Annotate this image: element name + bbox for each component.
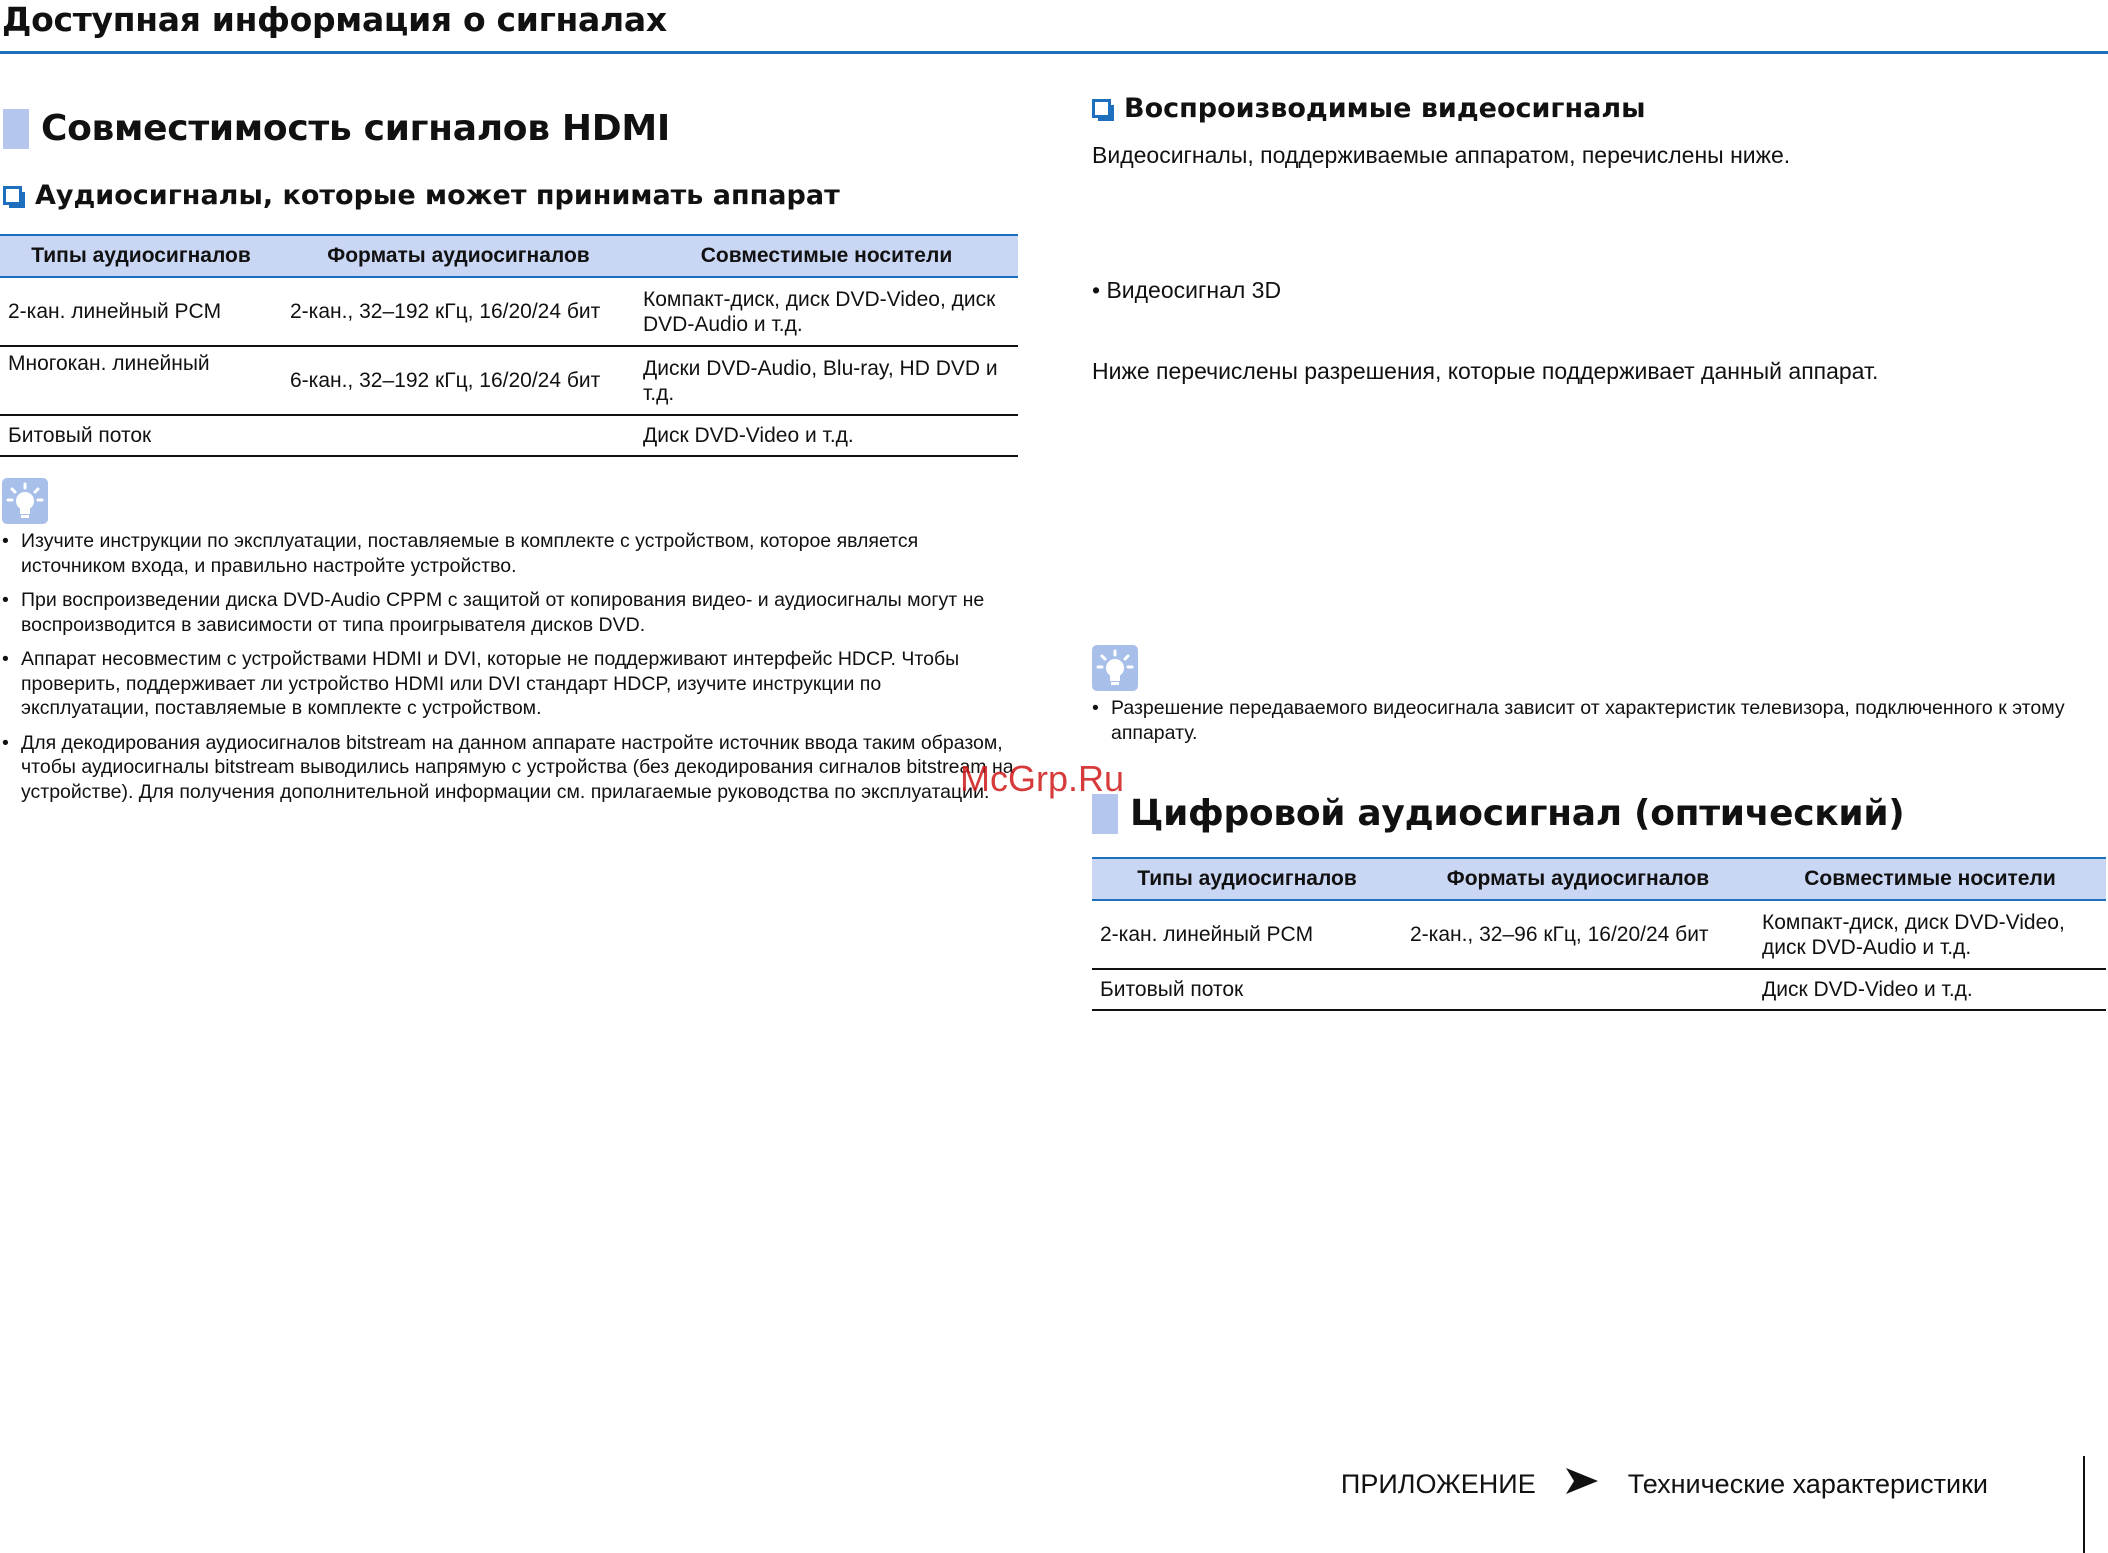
column-header: Совместимые носители [635,235,1018,277]
optical-section-heading [1092,793,1904,834]
table-cell: Диск DVD-Video и т.д. [1754,969,2106,1010]
bullet-dot: • [1092,277,1107,303]
table-header-row [0,235,1018,277]
hdmi-subheading-text: Аудиосигналы, которые может принимать аппарат [35,180,840,211]
table-row [1092,900,2106,969]
column-header: Типы аудиосигналов [1092,858,1402,900]
list-item: • Разрешение передаваемого видеосигнала зависит от характеристик телевизора, подключенного к этому аппарату. [1092,696,2104,745]
video-resolutions-text: Ниже перечислены разрешения, которые поддерживает данный аппарат. [1092,358,1879,384]
table-cell: Диск DVD-Video и т.д. [635,415,1018,456]
video-intro: Видеосигналы, поддерживаемые аппаратом, перечислены ниже. [1092,142,1791,168]
arrow-right-icon [1566,1468,1598,1501]
table-cell: Многокан. линейный [0,346,282,415]
lightbulb-icon [2,478,48,524]
list-item: • Аппарат несовместим с устройствами HDMI и DVI, которые не поддерживают интерфейс HDCP. Чтобы проверить, поддерживает ли устройство HDMI или DVI стандарт HDCP, изучите инструкции по эксплуатации, поставляемые в комплекте с устройством. [2,647,1014,721]
table-header-row [1092,858,2106,900]
footer-divider [2083,1456,2085,1553]
section-marker [3,109,29,149]
column-header: Типы аудиосигналов [0,235,282,277]
table-cell: 6-кан., 32–192 кГц, 16/20/24 бит [282,346,635,415]
column-header: Совместимые носители [1754,858,2106,900]
video-bullet [1092,277,1281,304]
list-item: • Для декодирования аудиосигналов bitstream на данном аппарате настройте источник ввода таким образом, чтобы аудиосигналы bitstream выводились напрямую с устройства (без декодирования сигналов bitstream на устройстве). Для получения дополнительной информации см. прилагаемые руководства по эксплуатации. [2,731,1014,805]
footer-breadcrumb [1341,1468,1988,1501]
page-title: Доступная информация о сигналах [2,0,667,39]
lightbulb-icon [1092,645,1138,691]
table-cell: Компакт-диск, диск DVD-Video, диск DVD-Audio и т.д. [635,277,1018,346]
table-cell: Битовый поток [1092,969,1402,1010]
watermark: McGrp.Ru [960,758,1125,799]
table-cell: 2-кан. линейный PCM [1092,900,1402,969]
hdmi-audio-subheading [3,180,840,211]
video-subheading [1092,93,1646,124]
video-notes-list [1092,696,2104,755]
video-bullet-text: Видеосигнал 3D [1106,277,1282,303]
hdmi-section-heading [3,108,670,149]
footer-section[interactable]: ПРИЛОЖЕНИЕ [1340,1469,1536,1499]
table-cell: Компакт-диск, диск DVD-Video, диск DVD-Audio и т.д. [1754,900,2106,969]
table-cell: 2-кан., 32–96 кГц, 16/20/24 бит [1402,900,1754,969]
table-row [1092,969,2106,1010]
table-cell: 2-кан. линейный PCM [0,277,282,346]
hdmi-notes-list [2,529,1014,814]
video-subheading-text: Воспроизводимые видеосигналы [1124,93,1646,124]
optical-heading-text: Цифровой аудиосигнал (оптический) [1130,793,1905,834]
table-row [0,277,1018,346]
table-cell [282,415,635,456]
column-header: Форматы аудиосигналов [1402,858,1754,900]
list-item: • Изучите инструкции по эксплуатации, поставляемые в комплекте с устройством, которое является источником входа, и правильно настройте устройство. [2,529,1014,578]
list-item: • При воспроизведении диска DVD-Audio CPPM с защитой от копирования видео- и аудиосигналы могут не воспроизводится в зависимости от типа проигрывателя дисков DVD. [2,588,1014,637]
table-cell: Битовый поток [0,415,282,456]
hdmi-audio-table [0,234,1018,457]
checkbox-square-icon [3,186,22,205]
table-cell: 2-кан., 32–192 кГц, 16/20/24 бит [282,277,635,346]
footer-topic[interactable]: Технические характеристики [1627,1469,1988,1499]
title-divider [0,51,2108,54]
column-header: Форматы аудиосигналов [282,235,635,277]
table-cell [1402,969,1754,1010]
table-row [0,346,1018,415]
table-row [0,415,1018,456]
optical-audio-table [1092,857,2106,1011]
checkbox-square-icon [1092,99,1111,118]
table-cell: Диски DVD-Audio, Blu-ray, HD DVD и т.д. [635,346,1018,415]
hdmi-heading-text: Совместимость сигналов HDMI [41,108,670,149]
